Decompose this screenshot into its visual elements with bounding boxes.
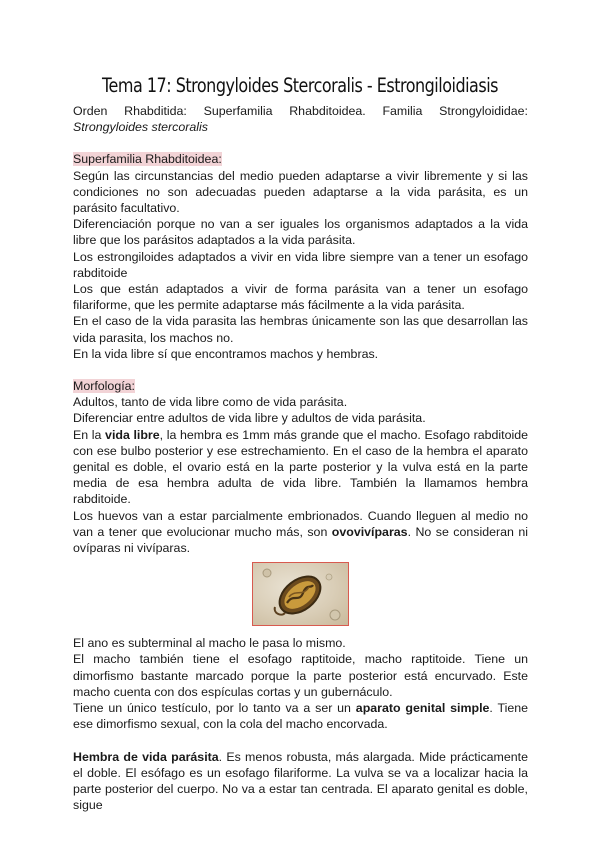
section-heading-morfologia: [73, 378, 528, 394]
paragraph: En el caso de la vida parasita las hembras únicamente son las que desarrollan las vida parasita, los machos no.: [73, 314, 528, 345]
intro-paragraph: [73, 103, 528, 135]
text-run: . Tiene ese dimorfismo sexual, con la cola del macho encorvada.: [73, 701, 529, 732]
heading-highlight: Morfología:: [73, 379, 135, 394]
paragraph: Los estrongiloides adaptados a vivir en vida libre siempre van a tener un esofago rabditoide: [73, 249, 528, 280]
heading-highlight: Superfamilia Rhabditoidea:: [73, 152, 222, 167]
paragraph: [73, 508, 528, 557]
paragraph: Diferenciación porque no van a ser iguales los organismos adaptados a la vida libre que los parásitos adaptados a la vida parásita.: [73, 217, 528, 248]
bold-term: vida libre: [105, 427, 160, 442]
egg-micrograph-drawing: [253, 563, 348, 625]
species-name: Strongyloides stercoralis: [73, 120, 208, 135]
bold-term: Hembra de vida parásita: [73, 749, 219, 764]
document-title: Tema 17: Strongyloides Stercoralis - Estrongiloidiasis: [101, 74, 499, 97]
paragraph: Diferenciar entre adultos de vida libre y adultos de vida parásita.: [73, 411, 426, 426]
paragraph: En la vida libre sí que encontramos machos y hembras.: [73, 346, 379, 361]
paragraph: El ano es subterminal al macho le pasa lo mismo.: [73, 636, 346, 651]
paragraph-hembra-parasita: [73, 749, 528, 814]
intro-text: Orden Rhabditida: Superfamilia Rhabditoidea. Familia Strongyloididae:: [73, 104, 528, 118]
paragraph: [73, 700, 528, 732]
text-run: Tiene un único testículo, por lo tanto va a ser un: [73, 701, 356, 716]
paragraph: Los que están adaptados a vivir de forma parásita van a tener un esofago filariforme, que les permite adaptarse más fácilmente a la vida parásita.: [73, 282, 528, 313]
text-run: Los huevos van a estar parcialmente embrionados. Cuando lleguen al medio no van a tener que evolucionar mucho más, son: [73, 508, 528, 539]
paragraph: Según las circunstancias del medio pueden adaptarse a vivir libremente y si las condiciones no son adecuadas pueden adaptarse a la vida parásita, es un parásito facultativo.: [73, 168, 528, 216]
text-run: , la hembra es 1mm más grande que el macho. Esofago rabditoide con ese bulbo posterior y ese estrechamiento. En el caso de la hembra el aparato genital es doble, el ovario está en la parte posterior y la vulva está en la parte media de esa hembra adulta de vida libre. También la llamamos hembra rabditoide.: [73, 427, 529, 507]
section-heading-superfamilia: [73, 151, 528, 167]
paragraph: Adultos, tanto de vida libre como de vida parásita.: [73, 395, 348, 410]
paragraph: El macho también tiene el esofago raptitoide, macho raptitoide. Tiene un dimorfismo bastante marcado porque la parte posterior está encurvado. Este macho cuenta con dos espículas cortas y un gubernáculo.: [73, 652, 528, 699]
bold-term: aparato genital simple: [355, 701, 490, 716]
text-run: . Es menos robusta, más alargada. Mide prácticamente el doble. El esófago es un esofago filariforme. La vulva se va a localizar hacia la parte posterior del cuerpo. No va a estar tan centrada. El aparato genital es doble, sigue: [73, 749, 528, 813]
text-run: En la: [73, 427, 106, 442]
document-body: [73, 103, 528, 813]
egg-micrograph-image: [252, 562, 349, 626]
figure: [73, 562, 528, 626]
text-run: . No se consideran ni ovíparas ni vivíparas.: [73, 524, 528, 556]
bold-term: ovovivíparas: [331, 524, 408, 539]
paragraph: [73, 427, 528, 508]
